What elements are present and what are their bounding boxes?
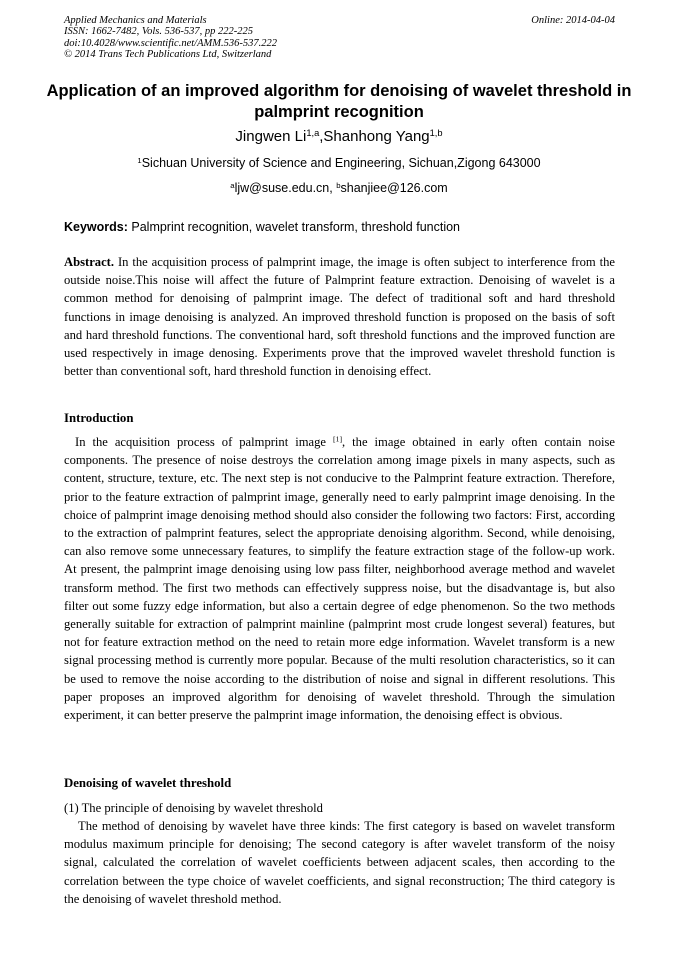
email-link[interactable]: shanjiee@126.com: [340, 181, 448, 195]
email-link[interactable]: ljw@suse.edu.cn,: [234, 181, 337, 195]
author-name: Shanhong Yang: [323, 128, 430, 145]
issn-line: ISSN: 1662-7482, Vols. 536-537, pp 222-225: [64, 26, 253, 38]
abstract-text: In the acquisition process of palmprint image, the image is often subject to interference from the outside noise.This noise will affect the future of Palmprint feature extraction. Denoising of wavelet is a common method for denoising of palmprint image. The defect of traditional soft and hard threshold functions in image denoising is analyzed. An improved threshold function is proposed on the basis of soft and hard threshold functions. The conventional hard, soft threshold functions and the improved function are used respectively in image denosing. Experiments prove that the improved wavelet threshold function is better than conventional soft, hard threshold function in denoising effect.: [64, 255, 615, 379]
subsection-heading: (1) The principle of denoising by wavelet threshold: [64, 801, 323, 815]
keywords-text: Palmprint recognition, wavelet transform, threshold function: [127, 220, 461, 234]
doi-line: doi:10.4028/www.scientific.net/AMM.536-537.222: [64, 37, 277, 49]
email-mark: a: [230, 180, 235, 190]
journal-name: Applied Mechanics and Materials: [64, 15, 207, 26]
author-name: Jingwen Li: [235, 128, 307, 145]
copyright-line: © 2014 Trans Tech Publications Ltd, Switzerland: [64, 49, 272, 61]
citation-ref[interactable]: [1]: [332, 434, 343, 444]
introduction-text: In the acquisition process of palmprint image: [75, 435, 333, 449]
paper-title: Application of an improved algorithm for denoising of wavelet threshold in palmprint recognition: [46, 82, 632, 121]
section-heading-denoising: Denoising of wavelet threshold: [64, 776, 232, 790]
affiliation-mark: 1: [137, 155, 142, 165]
email-mark: b: [336, 180, 341, 190]
keywords-label: Keywords:: [64, 220, 128, 234]
online-date: Online: 2014-04-04: [531, 15, 615, 26]
introduction-text: , the image obtained in early often contain noise components. The presence of noise destroys the correlation among image pixels in many aspects, such as content, structure, texture, etc. The next step is not conducive to the Palmprint feature extraction. Therefore, prior to the feature extraction of palmprint image, generally need to early palmprint image denoising. In the choice of palmprint image denoising method should also consider the following two factors: First, according to the extraction of palmprint features, select the appropriate denoising algorithm. Second, while denoising, can also remove some unnecessary features, to simplify the feature extraction stage of the follow-up work. At present, the palmprint image denoising using low pass filter, neighborhood average method and wavelet transform method. The first two methods can effectively suppress noise, but the disadvantage is, but also filter out some fuzzy edge information, but also a certain degree of edge phenomenon. So the two methods generally suitable for extraction of palmprint mainline (palmprint most crude longest several) features, but not for feature extraction method on the need to retain more edge information. Wavelet transform is a new signal processing method is currently more popular. Because of the multi resolution characteristics, so it can be used to remove the noise according to the distribution of noise and signal in different resolutions. This paper proposes an improved algorithm for denoising of wavelet threshold. Through the simulation experiment, it can better preserve the palmprint image information, the denoising effect is obvious.: [64, 435, 615, 723]
affiliation: [40, 154, 638, 172]
section-heading-introduction: Introduction: [64, 411, 134, 425]
journal-header: [64, 15, 615, 61]
introduction-paragraph: [64, 433, 615, 724]
author-affiliation-mark: 1,b: [429, 127, 443, 138]
author-emails: [40, 179, 638, 197]
affiliation-text: Sichuan University of Science and Engineering, Sichuan,Zigong 643000: [141, 156, 541, 170]
keywords: [64, 219, 615, 236]
author-affiliation-mark: 1,a: [306, 127, 320, 138]
author-separator: ,: [319, 128, 324, 145]
abstract-label: Abstract.: [64, 255, 115, 269]
author-list: [40, 127, 638, 147]
denoising-paragraph: The method of denoising by wavelet have three kinds: The first category is based on wavelet transform modulus maximum principle for denoising; The second category is after wavelet transform of the noisy signal, calculated the correlation of wavelet coefficients between adjacent scales, then according to the correlation between the type choice of wavelet coefficients, and signal reconstruction; The third category is the denoising of wavelet threshold method.: [64, 819, 615, 906]
abstract: [64, 253, 615, 380]
